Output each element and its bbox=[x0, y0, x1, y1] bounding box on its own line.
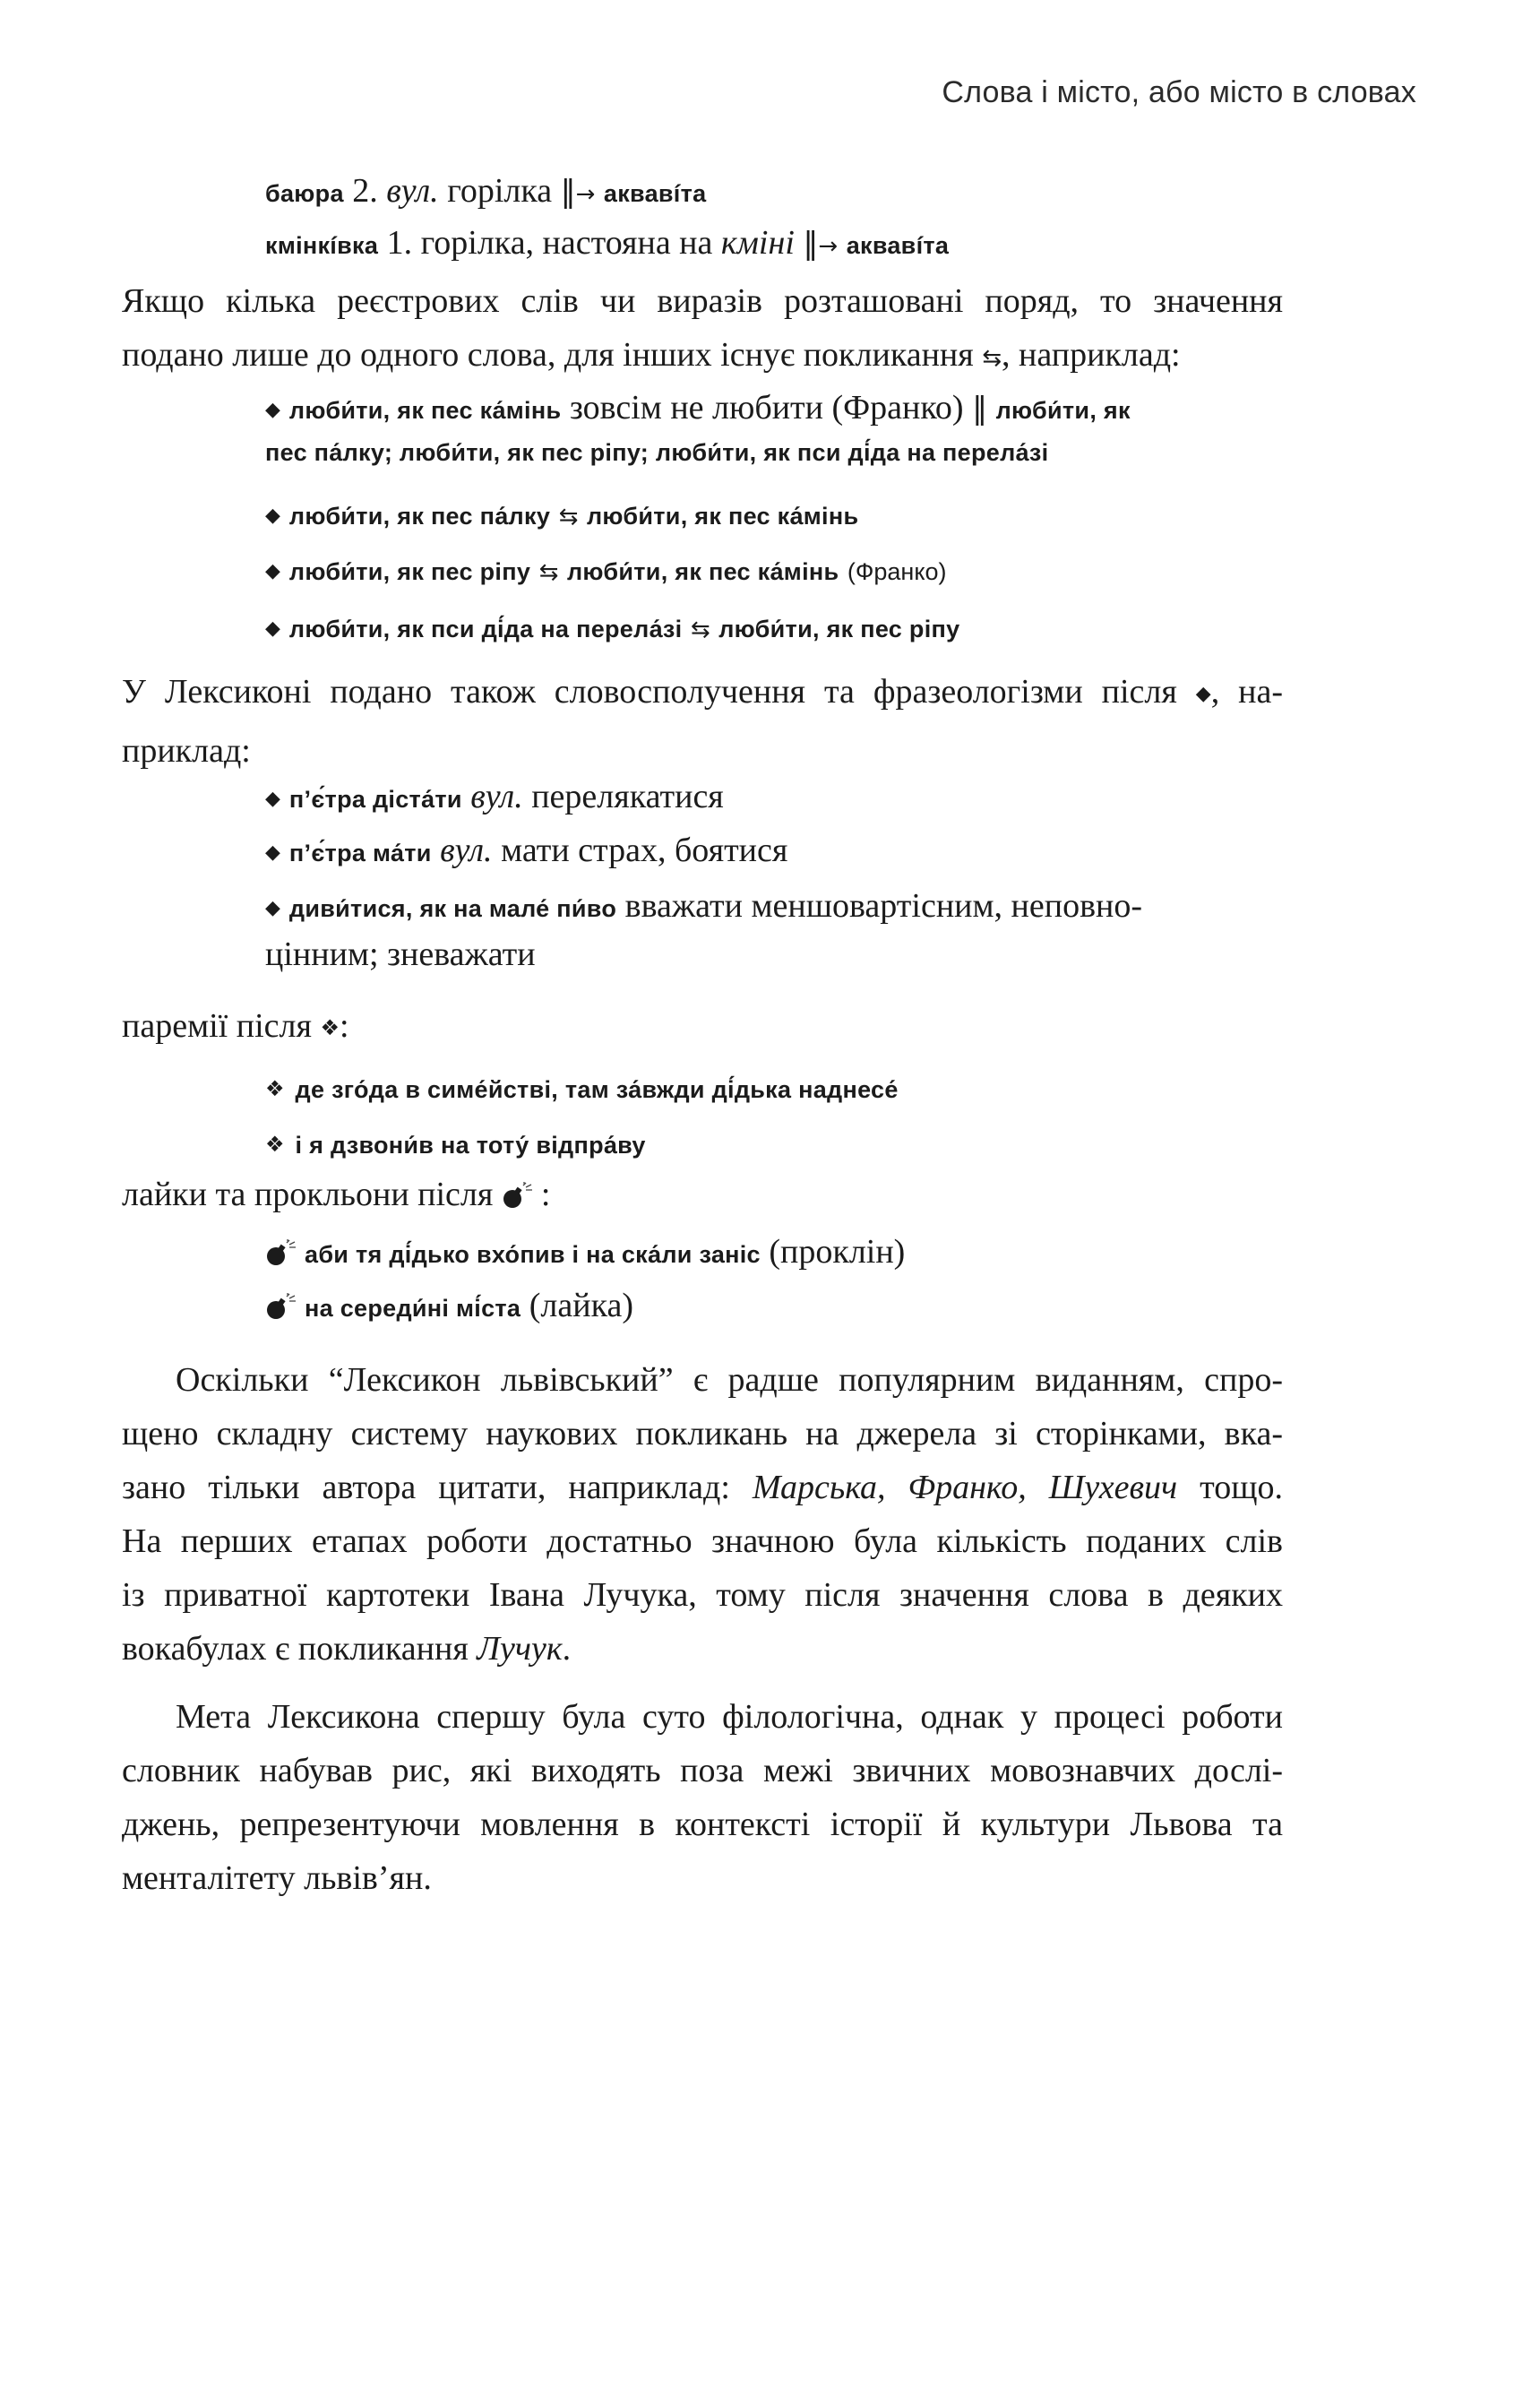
author-name: Лучук bbox=[477, 1630, 563, 1668]
text-line: Якщо кілька реєстрових слів чи виразів розташовані поряд, то значення bbox=[122, 282, 1283, 320]
entry-sense-number: 2. bbox=[352, 172, 378, 210]
text-run: зано тільки автора цитати, наприклад: bbox=[122, 1469, 730, 1506]
example-line bbox=[265, 833, 787, 867]
phrase-bold: і я дзвони́в на тоту́ відпра́ву bbox=[295, 1132, 646, 1159]
curse-line bbox=[265, 1289, 633, 1323]
text-run: вокабулах є покликання bbox=[122, 1630, 469, 1668]
author-names: Марська, Франко, Шухевич bbox=[752, 1469, 1178, 1506]
phrase-bold: люби́ти, як пес ка́мінь bbox=[586, 503, 859, 530]
phrase-type: (проклін) bbox=[769, 1233, 906, 1271]
bomb-icon bbox=[265, 1239, 297, 1266]
entry-sense-number: 1. bbox=[386, 224, 413, 262]
phrase-bold: люби́ти, як пес ріпу bbox=[288, 558, 531, 585]
phrase-bold: люби́ти, як пес ріпу bbox=[718, 616, 960, 642]
entry-gloss: горілка bbox=[447, 172, 553, 210]
paragraph-phrases-intro bbox=[122, 665, 1283, 778]
example-line bbox=[265, 391, 1131, 425]
text-line: словник набував рис, які виходять поза межі звичних мовознавчих дослі- bbox=[122, 1752, 1283, 1789]
curse-line bbox=[265, 1235, 905, 1269]
text-line: Мета Лексикона спершу була суто філологічна, однак у процесі роботи bbox=[176, 1698, 1283, 1736]
text-line: щено складну систему наукових покликань на джерела зі сторінками, вка- bbox=[122, 1415, 1283, 1453]
phrase-gloss: вважати меншовартісним, неповно- bbox=[624, 887, 1143, 925]
entry-headword: баюра bbox=[265, 180, 344, 207]
phrase-type: (лайка) bbox=[529, 1287, 633, 1324]
curses-intro bbox=[122, 1177, 550, 1211]
phrase-gloss: мати страх, боятися bbox=[501, 832, 788, 869]
paragraph-sources bbox=[122, 1353, 1283, 1676]
text-run: лайки та прокльони після bbox=[122, 1176, 494, 1213]
text-run: У Лексиконі подано також словосполучення та фразеологізми після bbox=[122, 673, 1177, 711]
phrase-gloss: зовсім не любити (Франко) bbox=[569, 389, 964, 427]
text-run: паремії після bbox=[122, 1007, 312, 1045]
separator-mark: ‖ bbox=[972, 391, 988, 427]
diamond-icon: ◆ bbox=[265, 617, 280, 640]
example-line bbox=[265, 889, 1142, 923]
separator-mark: ‖ bbox=[560, 174, 576, 210]
arrow-icon: → bbox=[575, 181, 596, 208]
example-line-continuation: пес па́лку; люби́ти, як пес ріпу; люби́ти, як пси ді́да на перела́зі bbox=[265, 439, 1049, 466]
text-line: джень, репрезентуючи мовлення в контексті історії й культури Львова та bbox=[122, 1806, 1283, 1843]
running-header: Слова і місто, або місто в словах bbox=[942, 75, 1416, 109]
phrase-bold: люби́ти, як bbox=[995, 397, 1131, 424]
text-run: тощо. bbox=[1200, 1469, 1283, 1506]
text-line bbox=[122, 1461, 1283, 1514]
phrase-bold: люби́ти, як пес ка́мінь bbox=[566, 558, 839, 585]
entry-gloss: горілка, настояна на bbox=[420, 224, 713, 262]
paremia-icon: ❖ bbox=[320, 1015, 340, 1040]
entry-headword: кмінкíвка bbox=[265, 232, 379, 259]
text-line: На перших етапах роботи достатньо значною була кількість поданих слів bbox=[122, 1522, 1283, 1560]
diamond-icon: ◆ bbox=[1195, 683, 1211, 705]
diamond-icon: ◆ bbox=[265, 897, 280, 919]
phrase-bold: диви́тися, як на мале́ пи́во bbox=[288, 895, 617, 922]
text-line: приклад: bbox=[122, 732, 251, 770]
paremia-icon: ❖ bbox=[265, 1132, 285, 1157]
swap-arrows-icon: ⇆ bbox=[982, 345, 1002, 372]
text-line: Оскільки “Лексикон львівський” є радше популярним виданням, спро- bbox=[176, 1361, 1283, 1399]
example-line bbox=[265, 496, 858, 530]
text-run: . bbox=[562, 1630, 572, 1668]
text-run: , наприклад: bbox=[1002, 336, 1181, 374]
text-line bbox=[122, 1622, 1283, 1676]
usage-label: вул. bbox=[440, 832, 493, 869]
phrase-bold: аби тя ді́дько вхо́пив і на ска́ли заніс bbox=[305, 1241, 761, 1268]
paremies-intro bbox=[122, 1009, 349, 1043]
text-run: : bbox=[540, 1176, 551, 1213]
bomb-icon bbox=[265, 1293, 297, 1320]
diamond-icon: ◆ bbox=[265, 788, 280, 810]
source-note: (Франко) bbox=[847, 558, 947, 585]
paragraph-crossref-intro bbox=[122, 274, 1283, 385]
diamond-icon: ◆ bbox=[265, 560, 280, 582]
entry-kminkivka bbox=[265, 226, 949, 260]
paremia-line bbox=[265, 1070, 899, 1104]
diamond-icon: ◆ bbox=[265, 504, 280, 527]
entry-crossref: аквавíта bbox=[603, 180, 707, 207]
phrase-bold: люби́ти, як пес па́лку bbox=[288, 503, 551, 530]
paremia-line bbox=[265, 1125, 646, 1160]
entry-label: вул. bbox=[386, 172, 439, 210]
diamond-icon: ◆ bbox=[265, 399, 280, 421]
example-line bbox=[265, 780, 724, 814]
text-line: менталітету львів’ян. bbox=[122, 1859, 432, 1897]
phrase-gloss: перелякатися bbox=[531, 778, 724, 815]
swap-arrows-icon: ⇆ bbox=[690, 616, 710, 643]
phrase-bold: на середи́ні мі́ста bbox=[305, 1295, 521, 1322]
usage-label: вул. bbox=[470, 778, 523, 815]
text-run: подано лише до одного слова, для інших існує покликання bbox=[122, 336, 974, 374]
phrase-bold: люби́ти, як пес ка́мінь bbox=[288, 397, 562, 424]
entry-gloss-italic: кміні bbox=[720, 224, 795, 262]
arrow-icon: → bbox=[818, 233, 839, 260]
paremia-icon: ❖ bbox=[265, 1076, 285, 1101]
entry-crossref: аквавíта bbox=[846, 232, 950, 259]
separator-mark: ‖ bbox=[803, 226, 819, 262]
phrase-bold: де зго́да в симе́йстві, там за́вжди ді́дька наднесе́ bbox=[295, 1076, 899, 1103]
swap-arrows-icon: ⇆ bbox=[538, 559, 559, 586]
phrase-bold: люби́ти, як пси ді́да на перела́зі bbox=[288, 616, 683, 642]
text-run: : bbox=[339, 1007, 349, 1045]
example-line bbox=[265, 609, 959, 643]
swap-arrows-icon: ⇆ bbox=[558, 504, 579, 530]
text-line bbox=[122, 665, 1283, 724]
entry-bayura bbox=[265, 174, 706, 208]
diamond-icon: ◆ bbox=[265, 841, 280, 864]
text-run: , на- bbox=[1210, 673, 1284, 711]
bomb-icon bbox=[502, 1182, 534, 1209]
text-line: із приватної картотеки Івана Лучука, тому після значення слова в деяких bbox=[122, 1576, 1283, 1614]
paragraph-purpose bbox=[122, 1690, 1283, 1905]
example-line bbox=[265, 552, 946, 586]
phrase-bold: п’є́тра ма́ти bbox=[288, 840, 432, 866]
example-line-continuation: цінним; зневажати bbox=[265, 935, 536, 973]
text-line bbox=[122, 328, 1283, 385]
phrase-bold: п’є́тра діста́ти bbox=[288, 786, 462, 813]
